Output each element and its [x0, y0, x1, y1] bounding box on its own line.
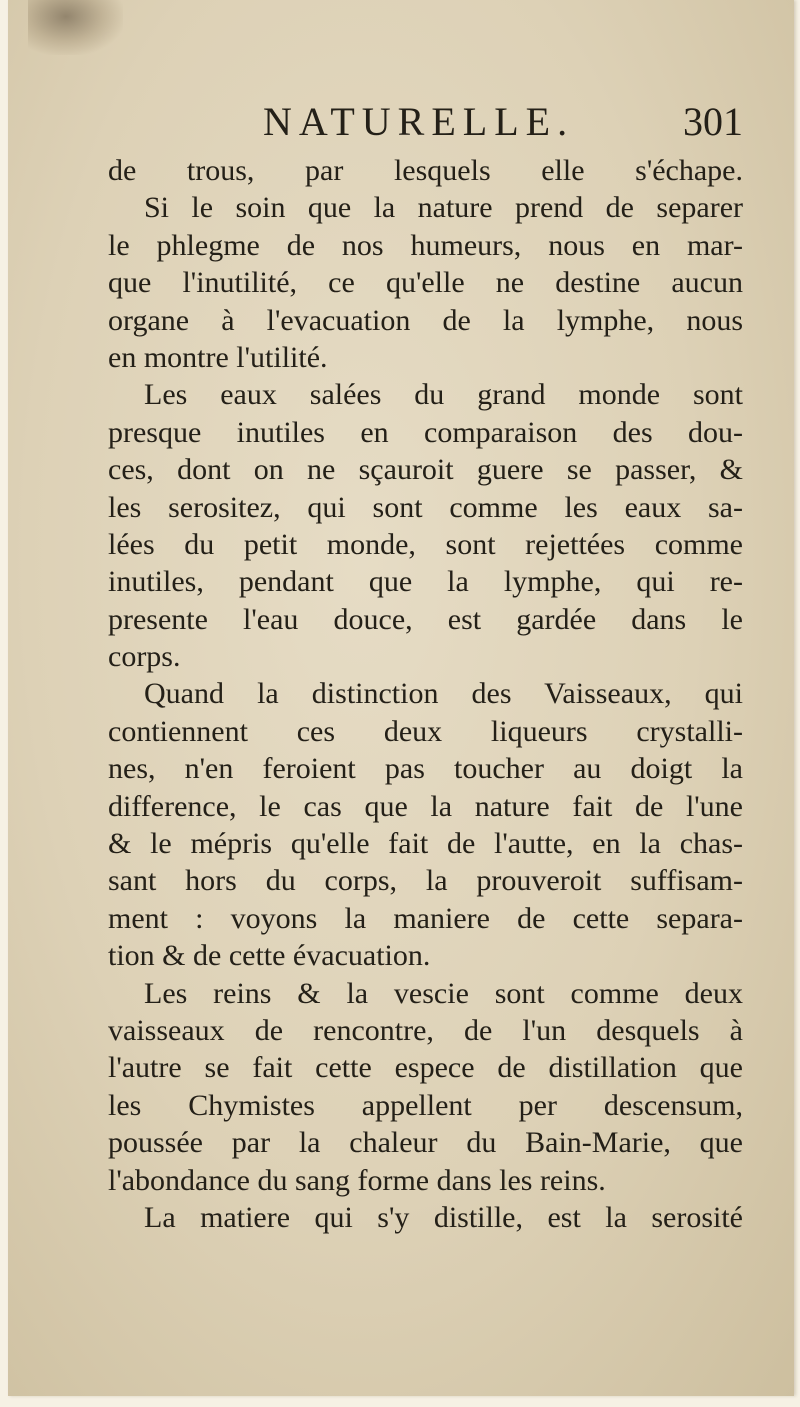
- text-line: presente l'eau douce, est gardée dans le: [108, 602, 743, 636]
- text-line: & le mépris qu'elle fait de l'autte, en la chas-: [108, 827, 743, 861]
- text-line: corps.: [108, 640, 181, 674]
- text-line: nes, n'en feroient pas toucher au doigt la: [108, 752, 743, 786]
- text-block: [108, 98, 743, 1236]
- text-line: Les reins & la vescie sont comme deux: [144, 976, 743, 1010]
- text-line: tion & de cette évacuation.: [108, 939, 431, 973]
- text-line: organe à l'evacuation de la lymphe, nous: [108, 303, 743, 337]
- text-line: poussée par la chaleur du Bain-Marie, que: [108, 1126, 743, 1160]
- text-line: l'abondance du sang forme dans les reins.: [108, 1163, 606, 1197]
- text-line: inutiles, pendant que la lymphe, qui re-: [108, 565, 743, 599]
- running-head: [108, 98, 743, 152]
- text-line: le phlegme de nos humeurs, nous en mar-: [108, 228, 743, 262]
- text-line: ment : voyons la maniere de cette separa-: [108, 901, 743, 935]
- text-line: contiennent ces deux liqueurs crystalli-: [108, 714, 743, 748]
- text-line: sant hors du corps, la prouveroit suffisam-: [108, 864, 743, 898]
- text-line: les Chymistes appellent per descensum,: [108, 1088, 743, 1122]
- text-line: de trous, par lesquels elle s'échape.: [108, 154, 743, 187]
- text-line: en montre l'utilité.: [108, 340, 328, 374]
- text-line: que l'inutilité, ce qu'elle ne destine aucun: [108, 266, 743, 300]
- text-line: lées du petit monde, sont rejettées comme: [108, 527, 743, 561]
- text-line: Les eaux salées du grand monde sont: [144, 378, 743, 412]
- text-line: les serositez, qui sont comme les eaux sa-: [108, 490, 743, 524]
- book-page: [8, 0, 794, 1396]
- text-line: vaisseaux de rencontre, de l'un desquels à: [108, 1013, 743, 1047]
- text-line: Si le soin que la nature prend de separer: [144, 191, 743, 225]
- running-head-title: NATURELLE.: [263, 99, 575, 144]
- text-line: presque inutiles en comparaison des dou-: [108, 415, 743, 449]
- text-line: La matiere qui s'y distille, est la serosité: [144, 1200, 743, 1234]
- text-line: l'autre se fait cette espece de distillation que: [108, 1051, 743, 1085]
- page-number: 301: [683, 99, 743, 144]
- paper-stain: [28, 0, 123, 55]
- text-line: Quand la distinction des Vaisseaux, qui: [144, 677, 743, 711]
- text-line: difference, le cas que la nature fait de l'une: [108, 789, 743, 823]
- text-line: ces, dont on ne sçauroit guere se passer, &: [108, 453, 743, 487]
